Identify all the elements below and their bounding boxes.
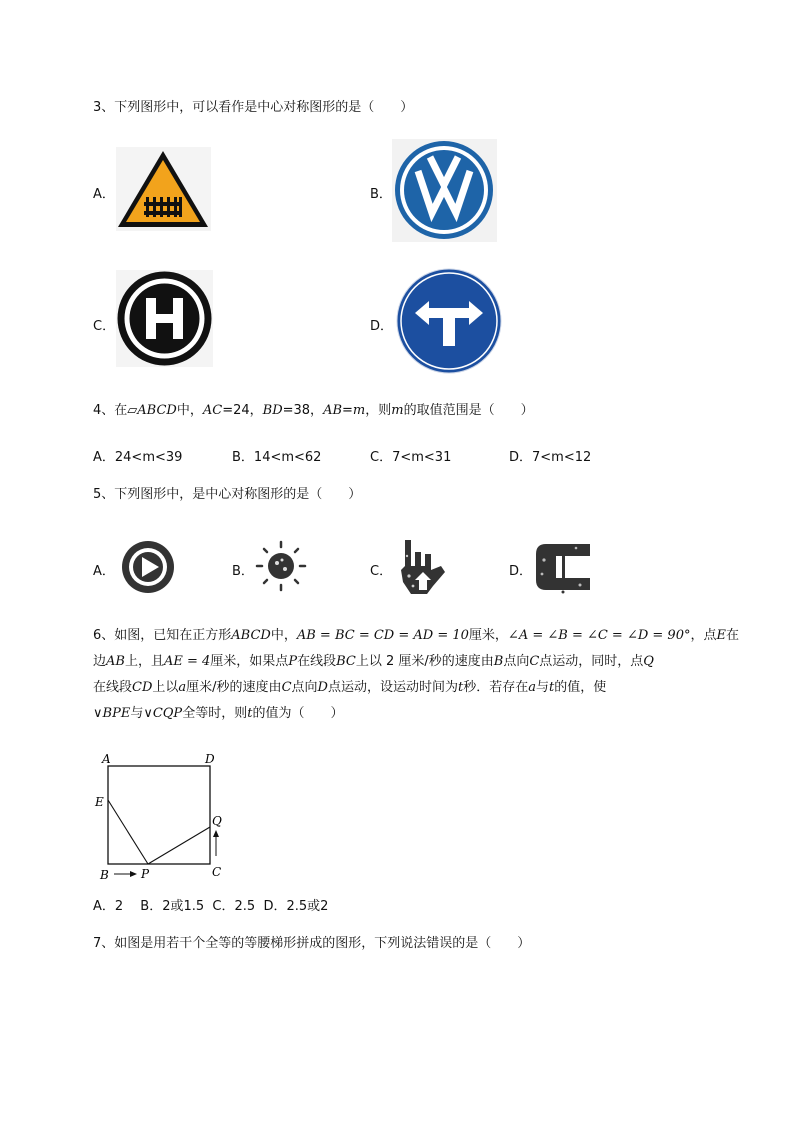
q5-option-b-letter: B． xyxy=(232,564,254,579)
label-d: D xyxy=(205,752,215,766)
label-q: Q xyxy=(212,814,222,828)
q4-option-b: B．14<m<62 xyxy=(232,450,322,465)
q5-option-c-letter: C． xyxy=(370,564,393,579)
parallelogram-abcd: ▱ABCD xyxy=(127,403,177,418)
letter-c-icon xyxy=(532,540,596,594)
label-b: B xyxy=(100,868,109,882)
vw-logo-icon xyxy=(392,139,497,242)
q3-option-c-letter: C． xyxy=(93,319,116,334)
q5-option-a-letter: A． xyxy=(93,564,115,579)
q6-stem-line-1: 6、如图，已知在正方形ABCD中，AB = BC = CD = AD = 10厘米，∠A = ∠B = ∠C = ∠D = 90°，点E在 xyxy=(93,628,740,643)
hand-icon xyxy=(393,536,453,598)
helipad-h-icon xyxy=(116,270,213,367)
q3-option-a-letter: A． xyxy=(93,187,115,202)
q3-stem: 3、下列图形中，可以看作是中心对称图形的是（ ） xyxy=(93,100,414,115)
q3-option-b-letter: B． xyxy=(370,187,392,202)
q5-option-d-letter: D． xyxy=(509,564,533,579)
q3-option-d-letter: D． xyxy=(370,319,394,334)
q6-options: A．2 B．2或1.5 C．2.5 D．2.5或2 xyxy=(93,899,329,914)
q5-stem: 5、下列图形中，是中心对称图形的是（ ） xyxy=(93,487,362,502)
q4-option-c: C．7<m<31 xyxy=(370,450,452,465)
label-a: A xyxy=(102,752,111,766)
play-button-icon xyxy=(118,538,178,596)
q6-stem-line-3: 在线段CD上以a厘米/秒的速度由C点向D点运动，设运动时间为t秒．若存在a与t的值，使 xyxy=(93,680,607,695)
q6-stem-line-4: ∨BPE与∨CQP全等时，则t的值为（ ） xyxy=(93,706,344,721)
label-p: P xyxy=(141,867,150,881)
q4-option-d: D．7<m<12 xyxy=(509,450,592,465)
q6-stem-line-2: 边AB上，且AE = 4厘米，如果点P在线段BC上以 2 厘米/秒的速度由B点向C点运动，同时，点Q xyxy=(93,654,654,669)
q7-stem: 7、如图是用若干个全等的等腰梯形拼成的图形，下列说法错误的是（ ） xyxy=(93,936,531,951)
label-c: C xyxy=(212,865,222,879)
square-abcd-figure xyxy=(92,748,232,886)
q4-stem: 4、在▱ABCD中，AC=24，BD=38，AB=m，则m的取值范围是（ ） xyxy=(93,403,534,418)
turn-left-or-right-sign-icon xyxy=(395,268,503,374)
q4-option-a: A．24<m<39 xyxy=(93,450,183,465)
label-e: E xyxy=(95,795,104,809)
sun-icon xyxy=(254,538,308,594)
railway-crossing-warning-icon xyxy=(116,147,211,231)
